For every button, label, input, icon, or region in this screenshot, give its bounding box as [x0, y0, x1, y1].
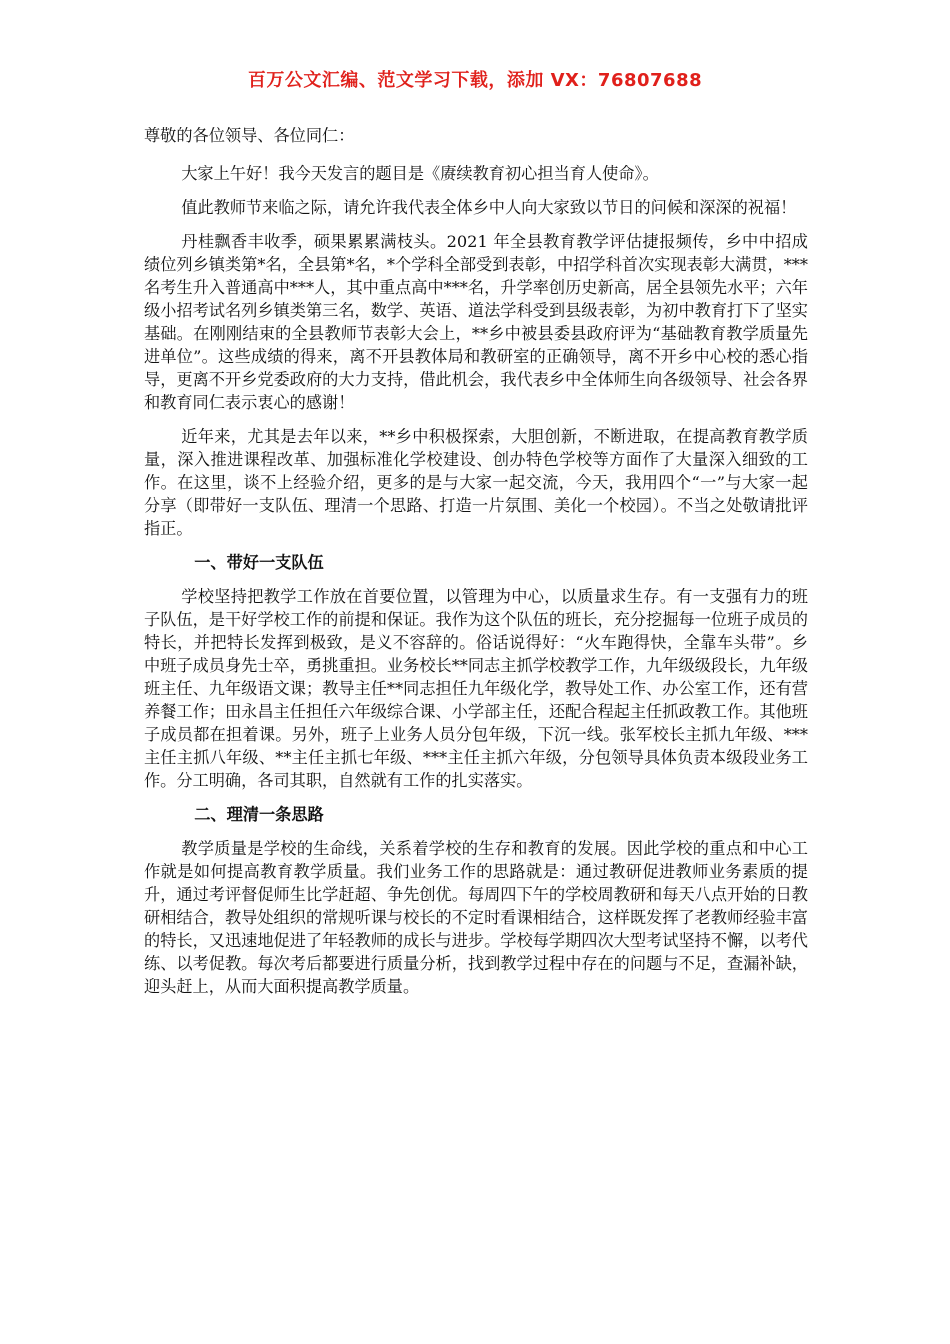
salutation: 尊敬的各位领导、各位同仁： — [144, 126, 355, 145]
paragraph-overview: 近年来，尤其是去年以来，**乡中积极探索，大胆创新，不断进取，在提高教育教学质量，深入推进课程改革、加强标准化学校建设、创办特色学校等方面作了大量深入细致的工作。在这里，谈不上经验介绍，更多的是与大家一起交流，今天，我用四个“一”与大家一起分享（即带好一支队伍、理清一个思路、打造一片氛围、美化一个校园）。不当之处敬请批评指正。 — [144, 427, 808, 538]
document-body — [144, 124, 808, 1009]
section-heading-team: 一、带好一支队伍 — [194, 553, 324, 572]
section-heading-approach: 二、理清一条思路 — [194, 805, 324, 824]
paragraph-greeting: 大家上午好！我今天发言的题目是《赓续教育初心担当育人使命》。 — [181, 164, 659, 183]
paragraph-wishes: 值此教师节来临之际，请允许我代表全体乡中人向大家致以节日的问候和深深的祝福！ — [181, 198, 797, 217]
paragraph-team: 学校坚持把教学工作放在首要位置，以管理为中心，以质量求生存。有一支强有力的班子队伍，是干好学校工作的前提和保证。我作为这个队伍的班长，充分挖掘每一位班子成员的特长，并把特长发挥到极致，是义不容辞的。俗话说得好：“火车跑得快，全靠车头带”。乡中班子成员身先士卒，勇挑重担。业务校长**同志主抓学校教学工作，九年级级段长，九年级班主任、九年级语文课；教导主任**同志担任九年级化学，教导处工作、办公室工作，还有营养餐工作；田永昌主任担任六年级综合课、小学部主任，还配合程起主任抓政教工作。其他班子成员都在担着课。另外，班子上业务人员分包年级，下沉一线。张军校长主抓九年级、***主任主抓八年级、**主任主抓七年级、***主任主抓六年级，分包领导具体负责本级段业务工作。分工明确，各司其职，自然就有工作的扎实落实。 — [144, 587, 808, 790]
paragraph-achievements: 丹桂飘香丰收季，硕果累累满枝头。2021 年全县教育教学评估捷报频传，乡中中招成绩位列乡镇类第*名，全县第*名，*个学科全部受到表彰，中招学科首次实现表彰大满贯，***名考生升入普通高中***人，其中重点高中***名，升学率创历史新高，居全县领先水平；六年级小招考试名列乡镇类第三名，数学、英语、道法学科受到县级表彰，为初中教育打下了坚实基础。在刚刚结束的全县教师节表彰大会上，**乡中被县委县政府评为“基础教育教学质量先进单位”。这些成绩的得来，离不开县教体局和教研室的正确领导，离不开乡中心校的悉心指导，更离不开乡党委政府的大力支持，借此机会，我代表乡中全体师生向各级领导、社会各界和教育同仁表示衷心的感谢！ — [144, 232, 808, 412]
watermark-banner: 百万公文汇编、范文学习下载，添加 VX：76807688 — [247, 70, 703, 91]
paragraph-approach: 教学质量是学校的生命线，关系着学校的生存和教育的发展。因此学校的重点和中心工作就是如何提高教育教学质量。我们业务工作的思路就是：通过教研促进教师业务素质的提升，通过考评督促师生比学赶超、争先创优。每周四下午的学校周教研和每天八点开始的日教研相结合，教导处组织的常规听课与校长的不定时看课相结合，这样既发挥了老教师经验丰富的特长，又迅速地促进了年轻教师的成长与进步。学校每学期四次大型考试坚持不懈，以考代练、以考促教。每次考后都要进行质量分析，找到教学过程中存在的问题与不足，查漏补缺，迎头赶上，从而大面积提高教学质量。 — [144, 839, 808, 996]
